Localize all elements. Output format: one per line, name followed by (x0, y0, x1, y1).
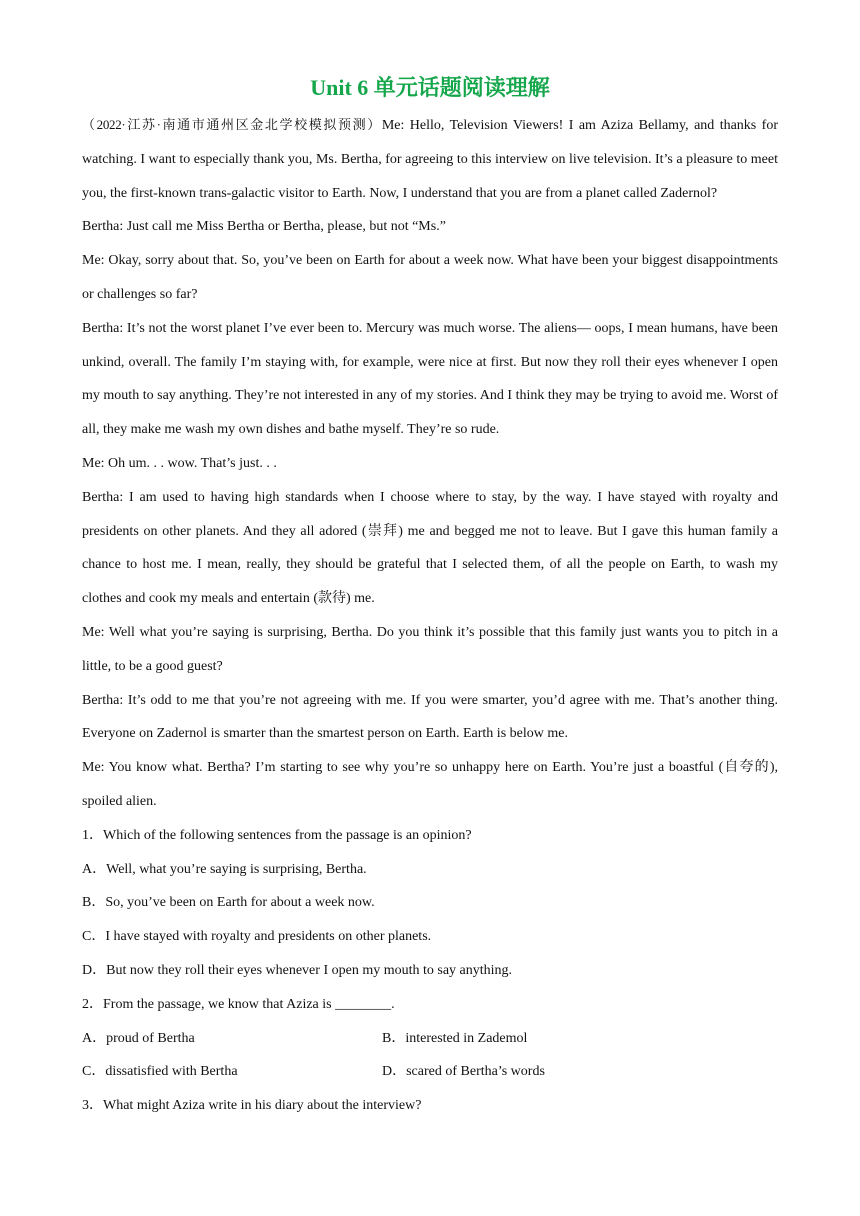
dialogue-line: Bertha: I am used to having high standards when I choose where to stay, by the way. I have stayed with royalty and presidents on other planets. And they all adored (崇拜) me and begged me not to leave. But I gave this human family a chance to host me. I mean, really, they should be grateful that I selected them, of all the people on Earth, to wash my clothes and cook my meals and entertain (款待) me. (82, 489, 778, 607)
option-d: D．But now they roll their eyes whenever I open my mouth to say anything. (82, 962, 513, 978)
question-3 (82, 1089, 778, 1123)
option-a: A．proud of Bertha (82, 1030, 195, 1046)
page-title: Unit 6 单元话题阅读理解 (310, 75, 550, 100)
dialogue-line: Me: Okay, sorry about that. So, you’ve been on Earth for about a week now. What have been your biggest disappointments or challenges so far? (82, 253, 778, 302)
option-a: A．Well, what you’re saying is surprising, Bertha. (82, 861, 367, 877)
question-stem: 2．From the passage, we know that Aziza is ________. (82, 996, 395, 1012)
dialogue-line: Me: Oh um. . . wow. That’s just. . . (82, 455, 277, 471)
option-c: C．dissatisfied with Bertha (82, 1064, 238, 1080)
option-c: C．I have stayed with royalty and presidents on other planets. (82, 929, 432, 945)
dialogue-line: Me: Well what you’re saying is surprising, Bertha. Do you think it’s possible that this family just wants you to pitch in a little, to be a good guest? (82, 624, 778, 674)
dialogue-line: Bertha: Just call me Miss Bertha or Bertha, please, but not “Ms.” (82, 219, 446, 235)
source-citation: （2022·江苏·南通市通州区金北学校模拟预测） (82, 117, 382, 132)
dialogue-line: Bertha: It’s odd to me that you’re not agreeing with me. If you were smarter, you’d agree with me. That’s another thing. Everyone on Zadernol is smarter than the smartest person on Earth. Earth is below me. (82, 692, 778, 742)
options-row (82, 1022, 778, 1056)
dialogue-line: Bertha: It’s not the worst planet I’ve ever been to. Mercury was much worse. The aliens— oops, I mean humans, have been unkind, overall. The family I’m staying with, for example, were nice at first. But now they roll their eyes whenever I open my mouth to say anything. They’re not interested in any of my stories. And I think they may be trying to avoid me. Worst of all, they make me wash my own dishes and bathe myself. They’re so rude. (82, 320, 778, 438)
option-d: D．scared of Bertha’s words (382, 1064, 545, 1080)
question-stem: 1．Which of the following sentences from the passage is an opinion? (82, 827, 472, 843)
dialogue-line: Me: You know what. Bertha? I’m starting to see why you’re so unhappy here on Earth. You’re just a boastful (自夸的), spoiled alien. (82, 760, 778, 809)
option-b: B．So, you’ve been on Earth for about a week now. (82, 895, 375, 911)
question-2 (82, 988, 778, 1089)
intro-text: Me: Hello, Television Viewers! I am Aziza Bellamy, and thanks for watching. I want to especially thank you, Ms. Bertha, for agreeing to this interview on live television. It’s a pleasure to meet you, the first-known trans-galactic visitor to Earth. Now, I understand that you are from a planet called Zadernol? (82, 118, 778, 201)
passage-intro (82, 108, 778, 210)
document-page (82, 68, 778, 1123)
option-b: B．interested in Zademol (382, 1030, 528, 1046)
options-row (82, 1055, 778, 1089)
question-1 (82, 819, 778, 988)
question-stem: 3．What might Aziza write in his diary about the interview? (82, 1098, 422, 1114)
